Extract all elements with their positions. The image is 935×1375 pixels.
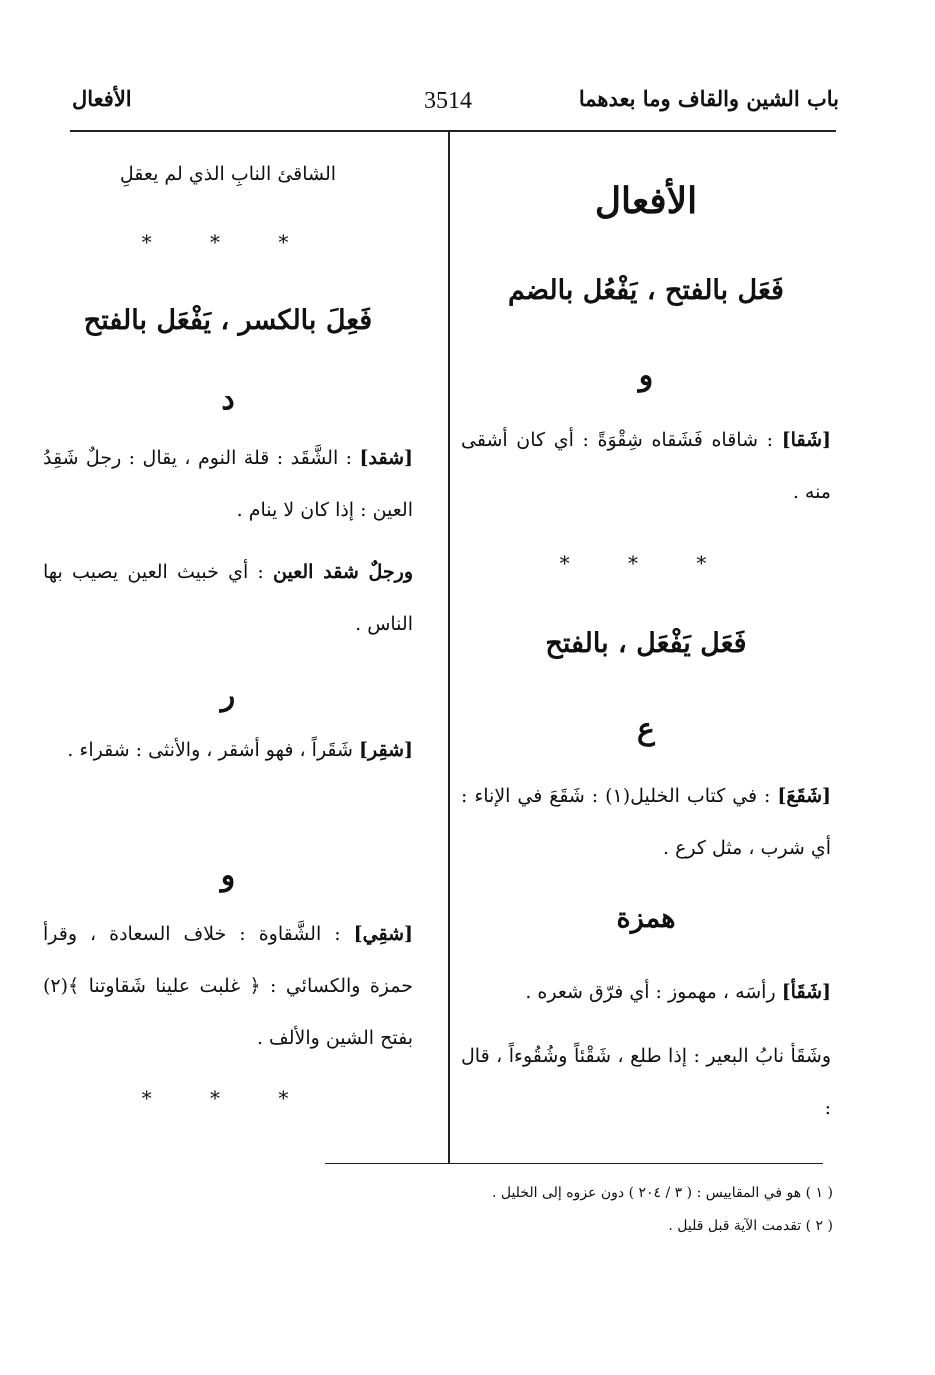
footnote-rule: [325, 1163, 823, 1164]
root-letter-waw: و: [638, 358, 654, 393]
entry-headword: [شقِي]: [353, 923, 413, 945]
root-letter-waw-2: و: [220, 858, 236, 893]
entry-headword: [شَقَعَ]: [777, 785, 831, 807]
entry-khabith: [43, 546, 413, 650]
pattern-heading-1: فَعَل بالفتح ، يَفْعُل بالضم: [508, 275, 784, 306]
entry-text: : أي خبيث العين يصيب بها الناس .: [43, 561, 413, 635]
entry-headword: [شَقا]: [781, 429, 831, 451]
header-rule: [70, 130, 836, 132]
entry-text: : الشَّقَد : قلة النوم ، يقال : رجلٌ شَقِدُ العين : إذا كان لا ينام .: [43, 447, 413, 521]
running-header-chapter: باب الشين والقاف وما بعدهما: [578, 86, 839, 111]
entry-shaqad: [43, 432, 413, 536]
entry-text: : الشَّقاوة : خلاف السعادة ، وقرأ حمزة والكسائي : ﴿ غلبت علينا شَقاوتنا ﴾(٢) بفتح الشين والألف .: [43, 923, 413, 1049]
entry-shaqaa-hamz: [461, 966, 831, 1018]
entry-text: : شاقاه فَشَقاه شِقْوَةً : أي كان أشقى منه .: [461, 429, 831, 503]
entry-text: رأسَه ، مهموز : أي فرّق شعره .: [525, 981, 776, 1003]
entry-text: : في كتاب الخليل(١) : شَقَعَ في الإناء : أي شرب ، مثل كرع .: [461, 785, 831, 859]
footnote-2: ( ٢ ) تقدمت الآية قبل قليل .: [668, 1218, 833, 1234]
entry-shaqaa: [461, 770, 831, 874]
entry-shaqi: [43, 908, 413, 1064]
hamza-heading: همزة: [616, 903, 676, 934]
entry-headword: [شَقَأ]: [781, 981, 831, 1003]
page-number: 3514: [424, 88, 472, 114]
column-divider: [448, 131, 450, 1164]
section-separator: * * *: [141, 1086, 315, 1110]
root-letter-dal: د: [221, 382, 235, 417]
entry-nab: وشَقَأ نابُ البعير : إذا طلع ، شَقْئاً وشُقُوءاً ، قال :: [461, 1045, 831, 1119]
entry-shaqa: [461, 414, 831, 518]
pattern-heading-2: فَعَل يَفْعَل ، بالفتح: [545, 628, 747, 659]
entry-headword: [شقِر]: [359, 739, 413, 761]
entry-headword: ورجلٌ شقد العين: [273, 561, 413, 583]
section-title: الأفعال: [594, 180, 698, 222]
entry-text: شَقَراً ، فهو أشقر ، والأنثى : شقراء .: [67, 739, 353, 761]
root-letter-ra: ر: [220, 678, 236, 713]
running-header-section: الأفعال: [72, 86, 132, 111]
pattern-heading-3: فَعِلَ بالكسر ، يَفْعَل بالفتح: [83, 305, 373, 336]
section-separator: * * *: [141, 230, 315, 254]
footnote-1: ( ١ ) هو في المقاييس : ( ٣ / ٢٠٤ ) دون عزوه إلى الخليل .: [491, 1185, 833, 1201]
poetry-verse: الشاقئ النابِ الذي لم يعقلِ: [119, 163, 337, 185]
root-letter-ain: ع: [637, 712, 655, 747]
entry-shaqr: [43, 724, 413, 776]
entry-headword: [شقد]: [359, 447, 413, 469]
section-separator: * * *: [559, 551, 733, 575]
